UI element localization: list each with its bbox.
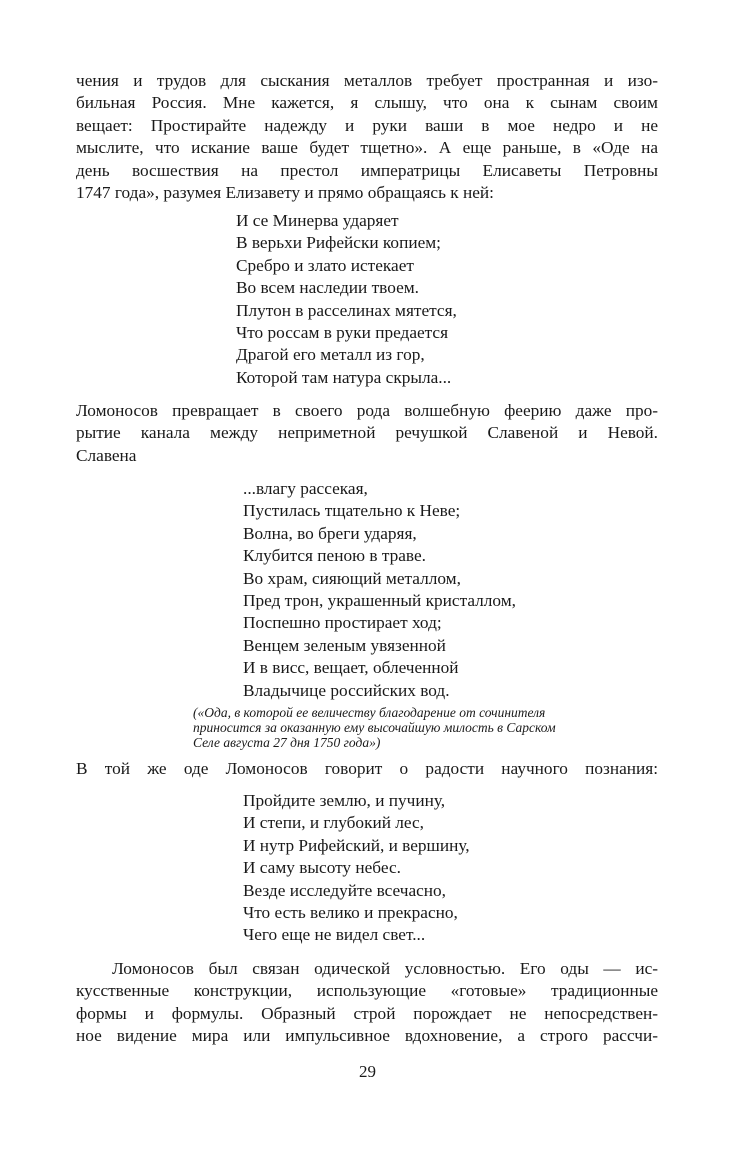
text-line: В той же оде Ломоносов говорит о радости научного познания: <box>76 759 658 778</box>
verse-line: Поспешно простирает ход; <box>243 613 442 633</box>
verse-line: Что россам в руки предается <box>236 323 449 343</box>
verse-line: Венцем зеленым увязенной <box>243 635 446 655</box>
text-line: вещает: Простирайте надежду и руки ваши в мое недро и не <box>76 115 658 135</box>
verse-line: И в висс, вещает, облеченной <box>243 658 459 678</box>
paragraph-2 <box>76 400 658 467</box>
verse-line: Во храм, сияющий металлом, <box>243 568 461 588</box>
verse-line: Драгой его металл из гор, <box>236 345 425 365</box>
text-line: ное видение мира или импульсивное вдохновение, а строго рассчи- <box>76 1026 658 1046</box>
text-line: 1747 года», разумея Елизавету и прямо обращаясь к ней: <box>76 183 494 203</box>
paragraph-1 <box>76 70 658 204</box>
text-line: день восшествия на престол императрицы Елисаветы Петровны <box>76 160 658 180</box>
text-line: формы и формулы. Образный строй порождает не непосредствен- <box>76 1003 658 1023</box>
verse-2 <box>243 478 516 702</box>
paragraph-4 <box>76 958 658 1048</box>
verse-line: ...влагу рассекая, <box>243 479 368 498</box>
note-line: Селе августа 27 дня 1750 года») <box>193 735 381 751</box>
paragraph-3 <box>76 758 658 780</box>
verse-1 <box>236 210 457 389</box>
verse-line: И степи, и глубокий лес, <box>243 813 425 833</box>
text-line: бильная Россия. Мне кажется, я слышу, что она к сынам своим <box>76 93 658 113</box>
verse-line: Клубится пеною в траве. <box>243 546 426 566</box>
verse-line: Сребро и злато истекает <box>236 255 414 275</box>
verse-line: Что есть велико и прекрасно, <box>243 903 458 923</box>
text-line: мыслите, что искание ваше будет тщетно». А еще раньше, в «Оде на <box>76 138 658 158</box>
verse-line: Во всем наследии твоем. <box>236 278 419 298</box>
verse-line: И се Минерва ударяет <box>236 211 399 230</box>
verse-line: Пустилась тщательно к Неве; <box>243 501 461 521</box>
verse-line: Волна, во бреги ударяя, <box>243 523 417 543</box>
note-line: («Ода, в которой ее величеству благодарение от сочинителя <box>193 705 546 720</box>
verse-line: В верьхи Рифейски копием; <box>236 233 441 253</box>
text-line: Славена <box>76 445 137 465</box>
verse-3 <box>243 790 470 947</box>
verse-line: И нутр Рифейский, и вершину, <box>243 835 470 855</box>
verse-line: Пред трон, украшенный кристаллом, <box>243 591 516 611</box>
text-line: кусственные конструкции, использующие «готовые» традиционные <box>76 981 658 1001</box>
text-line: Ломоносов превращает в своего рода волшебную феерию даже про- <box>76 401 658 420</box>
note-line: приносится за оказанную ему высочайшую милость в Сарском <box>193 720 556 736</box>
text-line: Ломоносов был связан одической условностью. Его оды — ис- <box>112 959 658 978</box>
page-number: 29 <box>359 1062 376 1081</box>
verse-line: Владычице российских вод. <box>243 680 450 700</box>
verse-line: Которой там натура скрыла... <box>236 367 452 387</box>
verse-line: Везде исследуйте всечасно, <box>243 880 447 900</box>
text-line: рытие канала между неприметной речушкой Славеной и Невой. <box>76 423 658 443</box>
verse-line: Плутон в расселинах мятется, <box>236 300 457 320</box>
verse-line: И саму высоту небес. <box>243 858 401 878</box>
verse-line: Чего еще не видел свет... <box>243 925 426 945</box>
ode-title-note <box>193 705 663 751</box>
text-line: чения и трудов для сыскания металлов требует пространная и изо- <box>76 71 658 90</box>
verse-line: Пройдите землю, и пучину, <box>243 791 446 810</box>
